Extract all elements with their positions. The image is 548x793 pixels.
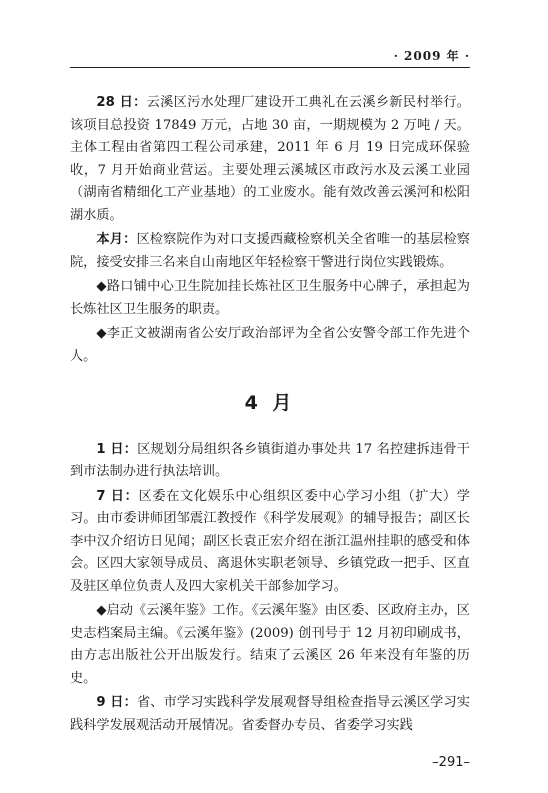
april-entries: [70, 439, 470, 738]
entry-paragraph: [70, 692, 470, 737]
entry-paragraph: [70, 600, 470, 690]
running-header: [70, 47, 470, 69]
entry-paragraph: [70, 439, 470, 484]
march-entries: [70, 92, 470, 368]
entry-text: 区检察院作为对口支援西藏检察机关全省唯一的基层检察院，接受安排三名来自山南地区年轻检察干警进行岗位实践锻炼。: [70, 232, 470, 270]
entry-date: 1 日：: [96, 441, 138, 457]
entry-text: 云溪区污水处理厂建设开工典礼在云溪乡新民村举行。该项目总投资 17849 万元，占地 30 亩，一期规模为 2 万吨 / 天。主体工程由省第四工程公司承建，2011 年 6 月 19 日完成环保验收，7 月开始商业营运。主要处理云溪城区市政污水及云溪工业园（湖南省精细化工产业基地）的工业废水。能有效改善云溪河和松阳湖水质。: [70, 95, 470, 223]
entry-text: 区规划分局组织各乡镇街道办事处共 17 名控建拆违骨干到市法制办进行执法培训。: [70, 441, 470, 479]
page-number: –291–: [432, 755, 470, 770]
entry-text: ◆启动《云溪年鉴》工作。《云溪年鉴》由区委、区政府主办，区史志档案局主编。《云溪年鉴》(2009) 创刊号于 12 月初印刷成书，由方志出版社公开出版发行。结束了云溪区 26 年来没有年鉴的历史。: [70, 603, 470, 686]
entry-text: ◆路口铺中心卫生院加挂长炼社区卫生服务中心牌子，承担起为长炼社区卫生服务的职责。: [70, 279, 470, 317]
entry-date: 本月：: [96, 232, 137, 247]
entry-text: 省、市学习实践科学发展观督导组检查指导云溪区学习实践科学发展观活动开展情况。省委督办专员、省委学习实践: [70, 695, 470, 733]
entry-text: ◆李正文被湖南省公安厅政治部评为全省公安警令部工作先进个人。: [70, 326, 470, 364]
entry-text: 区委在文化娱乐中心组织区委中心学习小组（扩大）学习。由市委讲师团邹震江教授作《科学发展观》的辅导报告；副区长李中汉介绍访日见闻；副区长袁正宏介绍在浙江温州挂职的感受和体会。区四大家领导成员、离退休实职老领导、乡镇党政一把手、区直及驻区单位负责人及四大家机关干部参加学习。: [70, 488, 470, 594]
month-heading: 4 月: [244, 392, 296, 414]
entry-paragraph: [70, 92, 470, 227]
entry-paragraph: [70, 229, 470, 274]
entry-date: 28 日：: [96, 95, 147, 110]
entry-paragraph: [70, 486, 470, 599]
running-title: · 2009 年 ·: [393, 49, 470, 63]
entry-date: 7 日：: [96, 488, 139, 504]
entry-paragraph: [70, 276, 470, 321]
entry-paragraph: [70, 323, 470, 368]
page-body: [70, 92, 470, 739]
entry-date: 9 日：: [96, 695, 137, 710]
header-rule: [70, 67, 470, 68]
